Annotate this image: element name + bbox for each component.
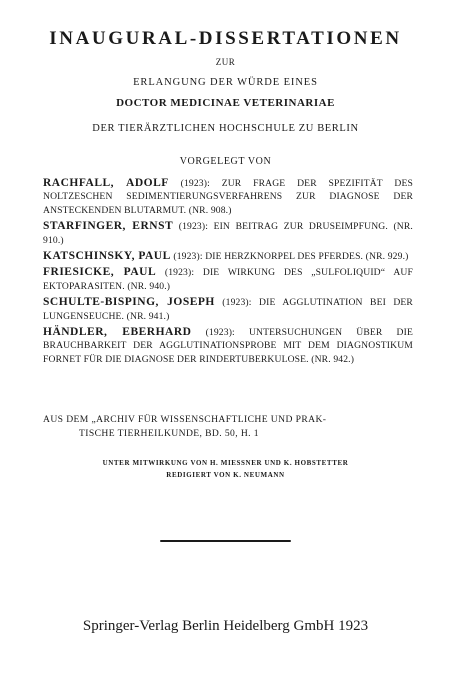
page-title: INAUGURAL-DISSERTATIONEN bbox=[49, 28, 402, 49]
divider-rule bbox=[160, 540, 291, 542]
entry-year: (1923): bbox=[173, 251, 203, 263]
publisher-line: Springer-Verlag Berlin Heidelberg GmbH 1923 bbox=[82, 618, 369, 634]
school-line: DER TIERÄRZTLICHEN HOCHSCHULE ZU BERLIN bbox=[92, 123, 359, 134]
entry-text: EIN BEITRAG ZUR DRUSEIMPFUNG. (NR. 910.) bbox=[43, 221, 413, 246]
list-item bbox=[43, 220, 413, 247]
list-item bbox=[43, 250, 413, 263]
degree-line: DOCTOR MEDICINAE VETERINARIAE bbox=[116, 97, 335, 109]
entry-year: (1923): bbox=[178, 221, 209, 233]
entry-year: (1923): bbox=[205, 327, 235, 339]
entry-text: ZUR FRAGE DER SPEZIFITÄT DES NOLTZESCHEN SEDIMENTIERUNGSVERFAHRENS ZUR DIAGNOSE DER ANSTECKENDEN BLUTARMUT. (NR. 908.) bbox=[43, 178, 413, 216]
entry-year: (1923): bbox=[180, 178, 210, 189]
dissertation-list bbox=[43, 177, 413, 369]
entry-year: (1923): bbox=[222, 297, 252, 309]
archiv-line-1: AUS DEM „ARCHIV FÜR WISSENSCHAFTLICHE UND PRAK- bbox=[43, 414, 327, 425]
author-name: KATSCHINSKY, PAUL bbox=[43, 250, 171, 263]
entry-year: (1923): bbox=[164, 267, 195, 279]
mitwirkung-line: UNTER MITWIRKUNG VON H. MIESSNER UND K. HOBSTETTER bbox=[102, 459, 349, 467]
author-name: SCHULTE-BISPING, JOSEPH bbox=[43, 296, 215, 309]
entry-text: DIE HERZKNORPEL DES PFERDES. (NR. 929.) bbox=[205, 251, 409, 263]
archiv-note bbox=[43, 413, 413, 441]
list-item bbox=[43, 177, 413, 217]
author-name: STARFINGER, ERNST bbox=[43, 220, 174, 233]
erlangung-line: ERLANGUNG DER WÜRDE EINES bbox=[133, 77, 318, 88]
author-name: FRIESICKE, PAUL bbox=[43, 266, 157, 279]
list-item bbox=[43, 266, 413, 293]
entry-text: UNTERSUCHUNGEN ÜBER DIE BRAUCHBARKEIT DER AGGLUTINATIONSPROBE MIT DEM DIAGNOSTIKUM FORNET FÜR DIE DIAGNOSE DER RINDERTUBERKULOSE. (NR. 942.) bbox=[43, 327, 413, 365]
author-name: HÄNDLER, EBERHARD bbox=[43, 326, 192, 339]
redigiert-line: REDIGIERT VON K. NEUMANN bbox=[166, 471, 285, 479]
list-item bbox=[43, 326, 413, 366]
author-name: RACHFALL, ADOLF bbox=[43, 177, 169, 189]
list-item bbox=[43, 296, 413, 323]
entry-text: DIE AGGLUTINATION BEI DER LUNGENSEUCHE. (NR. 941.) bbox=[43, 297, 413, 322]
entry-text: DIE WIRKUNG DES „SULFOLIQUID“ AUF EKTOPARASITEN. (NR. 940.) bbox=[43, 267, 413, 292]
zur-label: ZUR bbox=[215, 57, 236, 67]
vorgelegt-label: VORGELEGT VON bbox=[179, 156, 272, 167]
archiv-line-2: TISCHE TIERHEILKUNDE, BD. 50, H. 1 bbox=[79, 428, 259, 439]
